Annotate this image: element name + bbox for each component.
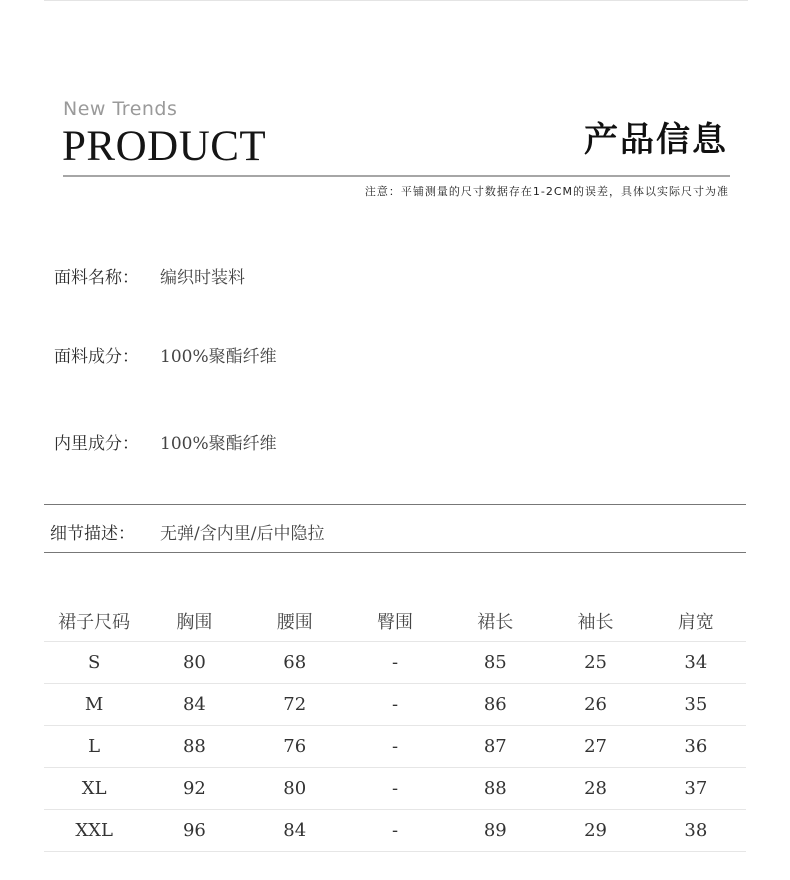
header-size: 裙子尺码 bbox=[44, 600, 144, 642]
cell-skirt-length: 88 bbox=[445, 768, 545, 810]
cell-sleeve-length: 25 bbox=[545, 642, 645, 684]
cell-bust: 84 bbox=[144, 684, 244, 726]
cell-shoulder-width: 34 bbox=[646, 642, 746, 684]
header-skirt-length: 裙长 bbox=[445, 600, 545, 642]
table-row bbox=[44, 642, 746, 684]
cell-hip: - bbox=[345, 642, 445, 684]
cell-bust: 96 bbox=[144, 810, 244, 852]
cell-bust: 80 bbox=[144, 642, 244, 684]
header-sleeve-length: 袖长 bbox=[545, 600, 645, 642]
cell-sleeve-length: 26 bbox=[545, 684, 645, 726]
cell-size: M bbox=[44, 684, 144, 726]
header-title-cn: 产品信息 bbox=[584, 120, 728, 160]
header-shoulder-width: 肩宽 bbox=[646, 600, 746, 642]
cell-waist: 72 bbox=[245, 684, 345, 726]
cell-shoulder-width: 35 bbox=[646, 684, 746, 726]
cell-skirt-length: 89 bbox=[445, 810, 545, 852]
header-title-en: PRODUCT bbox=[62, 123, 267, 170]
fabric-composition-row bbox=[54, 342, 277, 367]
detail-divider-top bbox=[44, 504, 746, 505]
detail-divider-bottom bbox=[44, 552, 746, 553]
fabric-composition-label: 面料成分： bbox=[54, 347, 139, 367]
fabric-name-value: 编织时装料 bbox=[160, 268, 245, 288]
fabric-composition-value: 100%聚酯纤维 bbox=[160, 347, 277, 367]
cell-sleeve-length: 29 bbox=[545, 810, 645, 852]
cell-hip: - bbox=[345, 726, 445, 768]
header-subtitle: New Trends bbox=[63, 98, 178, 120]
header-divider bbox=[63, 175, 730, 177]
table-row bbox=[44, 768, 746, 810]
table-row bbox=[44, 810, 746, 852]
size-table bbox=[44, 600, 746, 852]
cell-size: XL bbox=[44, 768, 144, 810]
header-waist: 腰围 bbox=[245, 600, 345, 642]
cell-waist: 68 bbox=[245, 642, 345, 684]
cell-waist: 84 bbox=[245, 810, 345, 852]
cell-skirt-length: 86 bbox=[445, 684, 545, 726]
cell-shoulder-width: 36 bbox=[646, 726, 746, 768]
cell-bust: 92 bbox=[144, 768, 244, 810]
detail-description-value: 无弹/含内里/后中隐拉 bbox=[160, 524, 325, 544]
cell-waist: 76 bbox=[245, 726, 345, 768]
cell-hip: - bbox=[345, 684, 445, 726]
lining-composition-row bbox=[54, 429, 277, 454]
cell-sleeve-length: 28 bbox=[545, 768, 645, 810]
lining-composition-label: 内里成分： bbox=[54, 434, 139, 454]
cell-waist: 80 bbox=[245, 768, 345, 810]
table-row bbox=[44, 684, 746, 726]
detail-description-row bbox=[50, 519, 324, 544]
detail-description-label: 细节描述： bbox=[50, 524, 135, 544]
cell-shoulder-width: 38 bbox=[646, 810, 746, 852]
lining-composition-value: 100%聚酯纤维 bbox=[160, 434, 277, 454]
table-row bbox=[44, 726, 746, 768]
cell-bust: 88 bbox=[144, 726, 244, 768]
cell-skirt-length: 87 bbox=[445, 726, 545, 768]
fabric-name-label: 面料名称： bbox=[54, 268, 139, 288]
header-bust: 胸围 bbox=[144, 600, 244, 642]
size-table-header-row bbox=[44, 600, 746, 642]
cell-hip: - bbox=[345, 810, 445, 852]
fabric-name-row bbox=[54, 263, 245, 288]
cell-skirt-length: 85 bbox=[445, 642, 545, 684]
cell-size: XXL bbox=[44, 810, 144, 852]
cell-size: S bbox=[44, 642, 144, 684]
cell-hip: - bbox=[345, 768, 445, 810]
header-hip: 臀围 bbox=[345, 600, 445, 642]
measurement-note: 注意：平铺测量的尺寸数据存在1-2CM的误差，具体以实际尺寸为准 bbox=[364, 185, 729, 198]
cell-sleeve-length: 27 bbox=[545, 726, 645, 768]
cell-size: L bbox=[44, 726, 144, 768]
top-divider bbox=[44, 0, 748, 1]
cell-shoulder-width: 37 bbox=[646, 768, 746, 810]
